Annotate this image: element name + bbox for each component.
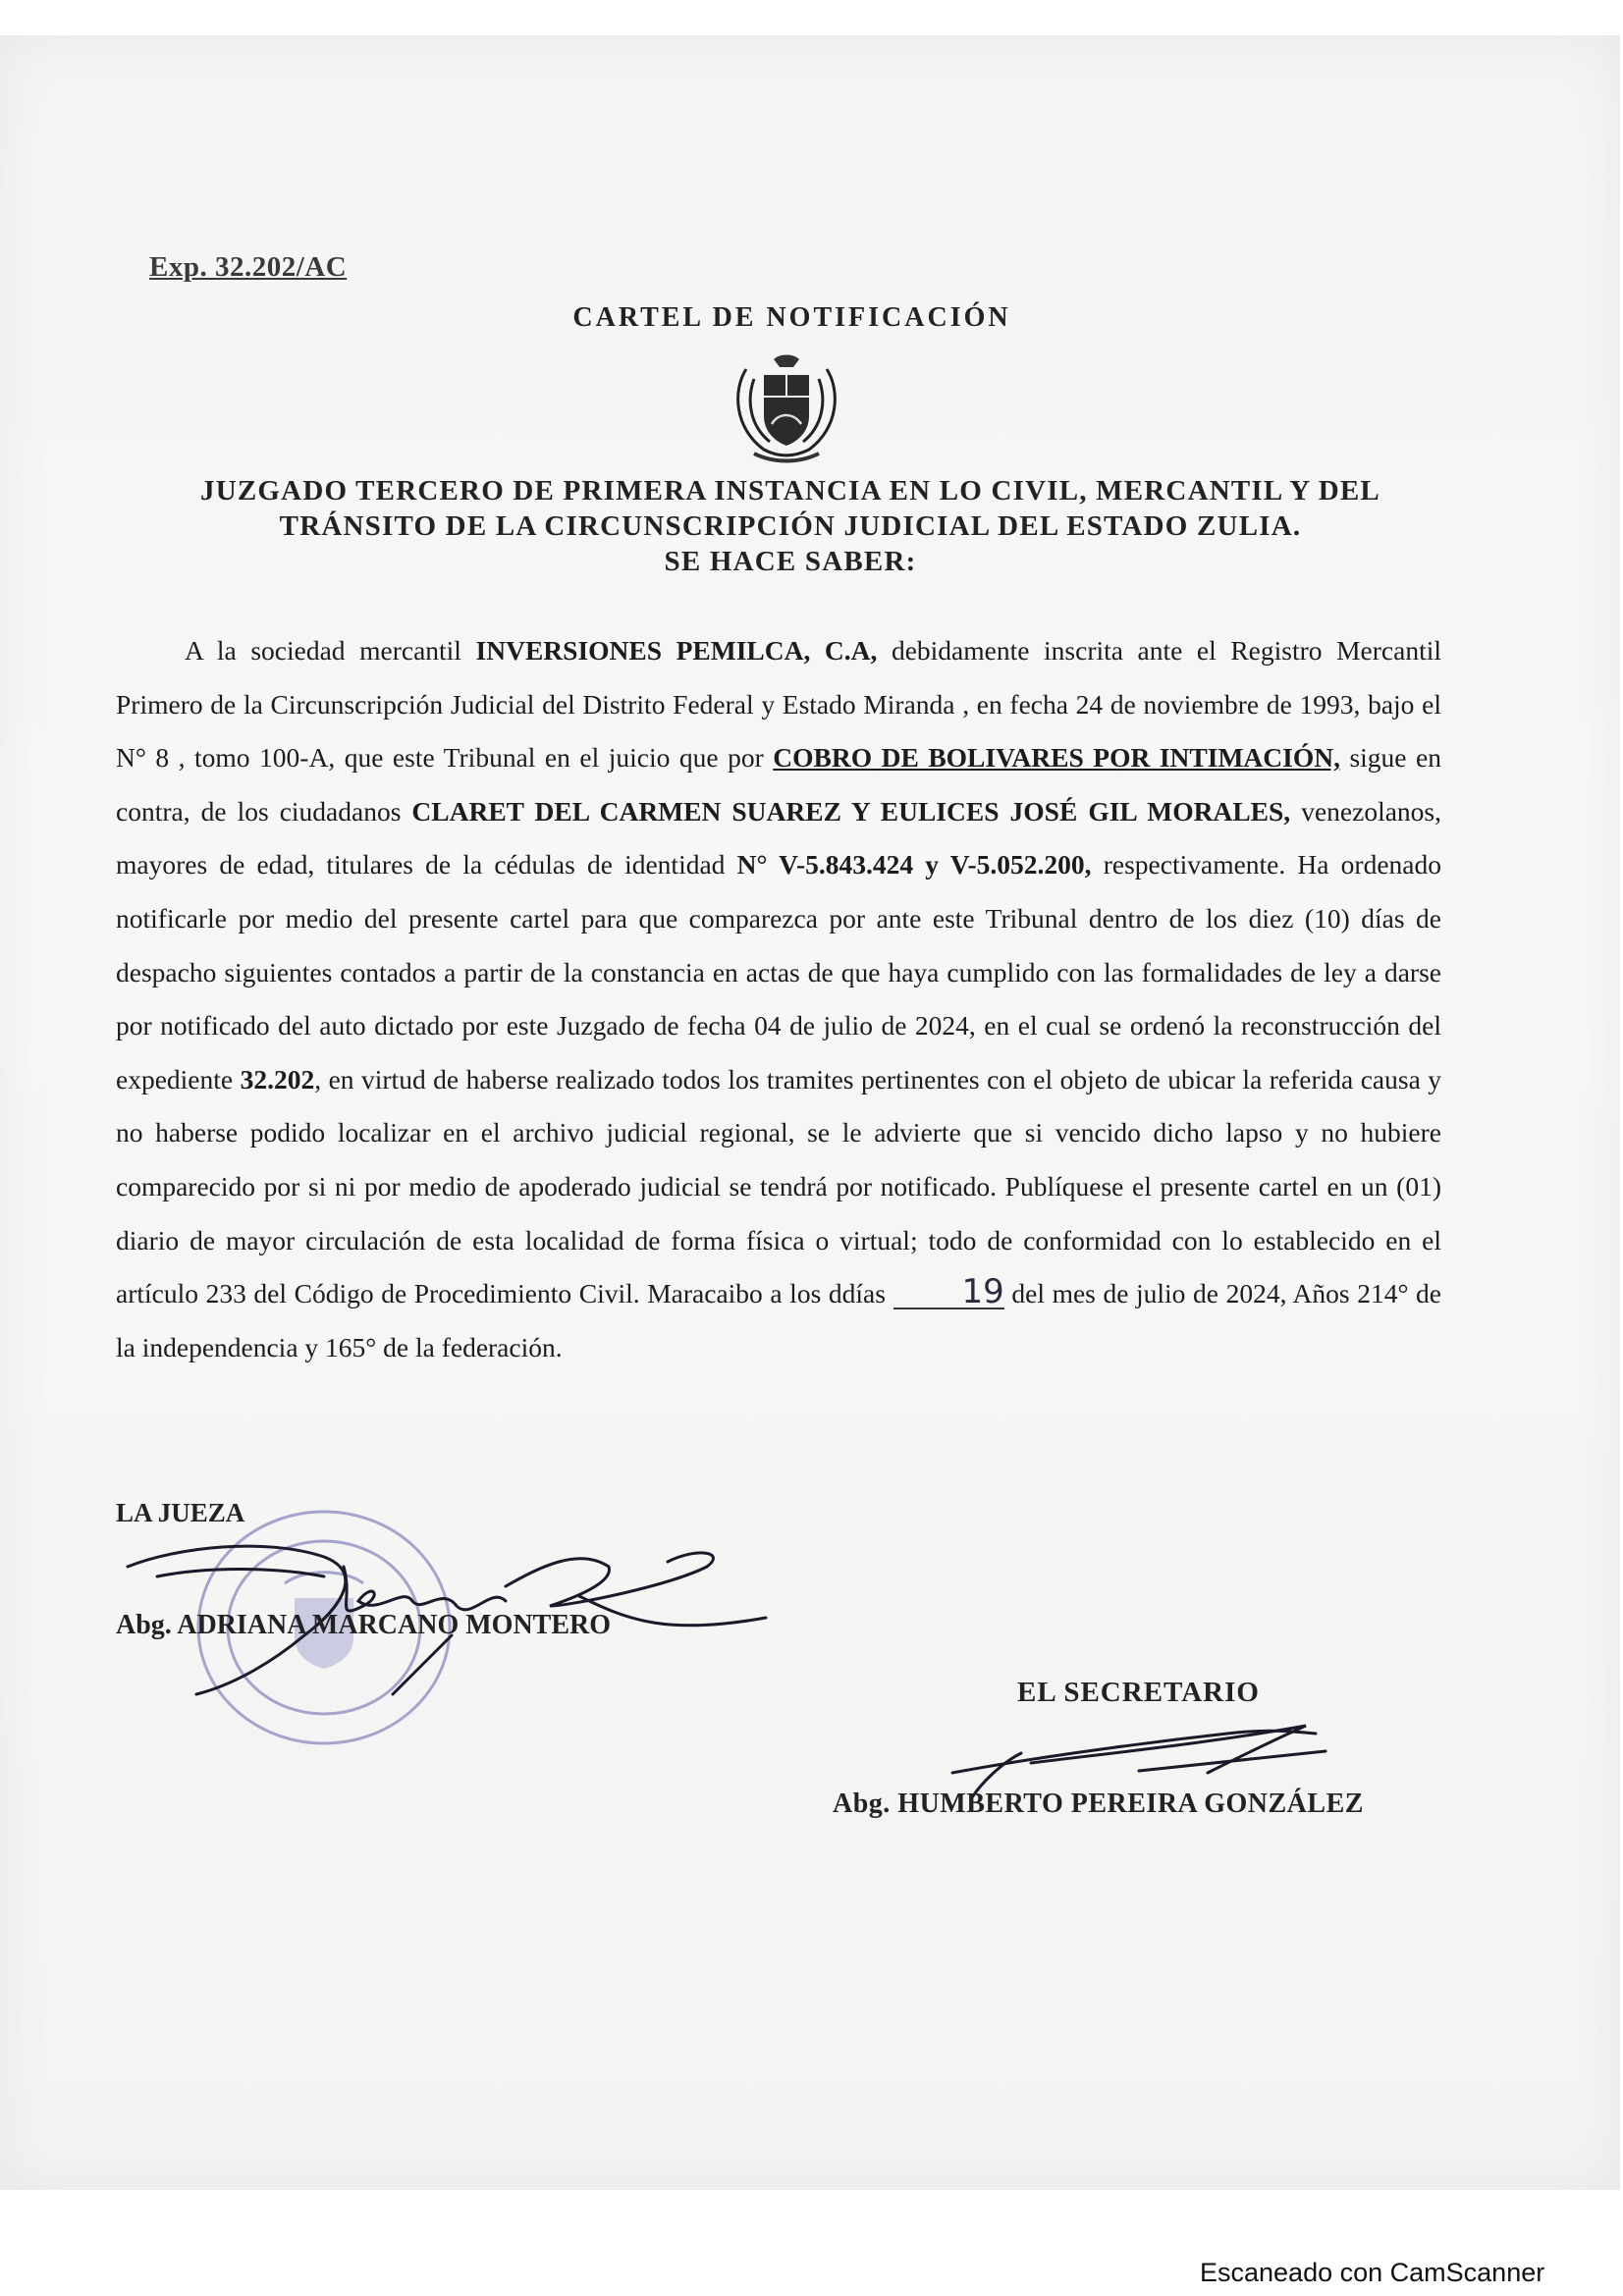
defendant-names: CLARET DEL CARMEN SUAREZ Y EULICES JOSÉ GIL MORALES, (411, 795, 1291, 827)
body-text-segment: sigue en contra, de los ciudadanos (116, 742, 1441, 827)
body-text-segment: venezolanos, mayores de edad, titulares de la cédulas de identidad (116, 795, 1441, 881)
body-text-segment: debidamente inscrita ante el Registro Mercantil Primero de la Circunscripción Judicial del Distrito Federal y Estado Miranda , en fecha 24 de noviembre de 1993, bajo el N° 8 , tomo 100-A, que este Tribunal en el juicio que por (116, 635, 1441, 774)
coat-of-arms-icon (725, 351, 848, 465)
secretary-title: EL SECRETARIO (1017, 1677, 1260, 1708)
body-text-segment: , en virtud de haberse realizado todos los tramites pertinentes con el objeto de ubicar la referida causa y no haberse podido localizar en el archivo judicial regional, se le advierte que si vencido dicho lapso y no hubiere comparecido por si ni por medio de apoderado judicial se tendrá por notificado. Publíquese el presente cartel en un (01) diario de mayor circulación de esta localidad de forma física o virtual; todo de conformidad con lo establecido en el artículo 233 del Código de Procedimiento Civil. Maracaibo a los ddías (116, 1063, 1442, 1309)
id-numbers: N° V-5.843.424 y V-5.052.200, (736, 849, 1092, 881)
judge-title: LA JUEZA (116, 1498, 245, 1527)
court-line: TRÁNSITO DE LA CIRCUNSCRIPCIÓN JUDICIAL DEL ESTADO ZULIA. (279, 510, 1302, 542)
document-title: CARTEL DE NOTIFICACIÓN (572, 302, 1011, 333)
expedient-number: Exp. 32.202/AC (149, 251, 348, 283)
body-text-segment: respectivamente. Ha ordenado notificarle por medio del presente cartel para que comparezca por ante este Tribunal dentro de los diez (10) días de despacho siguientes contados a partir de la constancia en actas de que haya cumplido con las formalidades de ley a darse por notificado del auto dictado por este Juzgado de fecha 04 de julio de 2024, en el cual se ordenó la reconstrucción del expediente (116, 849, 1441, 1095)
body-text-segment: A la sociedad mercantil (185, 635, 476, 666)
expedient-reference: 32.202 (240, 1063, 315, 1095)
company-name: INVERSIONES PEMILCA, C.A, (475, 635, 878, 666)
handwritten-day: 19 (893, 1276, 1004, 1309)
judge-name: Abg. ADRIANA MARCANO MONTERO (116, 1610, 612, 1640)
court-line: SE HACE SABER: (664, 546, 917, 577)
camscanner-watermark: Escaneado con CamScanner (1200, 2258, 1545, 2287)
scanned-page (0, 35, 1620, 2190)
body-text-segment: del mes de julio de 2024, Años 214° de la independencia y 165° de la federación. (116, 1278, 1441, 1362)
secretary-name: Abg. HUMBERTO PEREIRA GONZÁLEZ (833, 1789, 1364, 1819)
case-type: COBRO DE BOLIVARES POR INTIMACIÓN, (773, 742, 1340, 774)
court-header (147, 473, 1434, 579)
notification-body (116, 624, 1441, 1374)
court-line: JUZGADO TERCERO DE PRIMERA INSTANCIA EN LO CIVIL, MERCANTIL Y DEL (200, 475, 1380, 507)
